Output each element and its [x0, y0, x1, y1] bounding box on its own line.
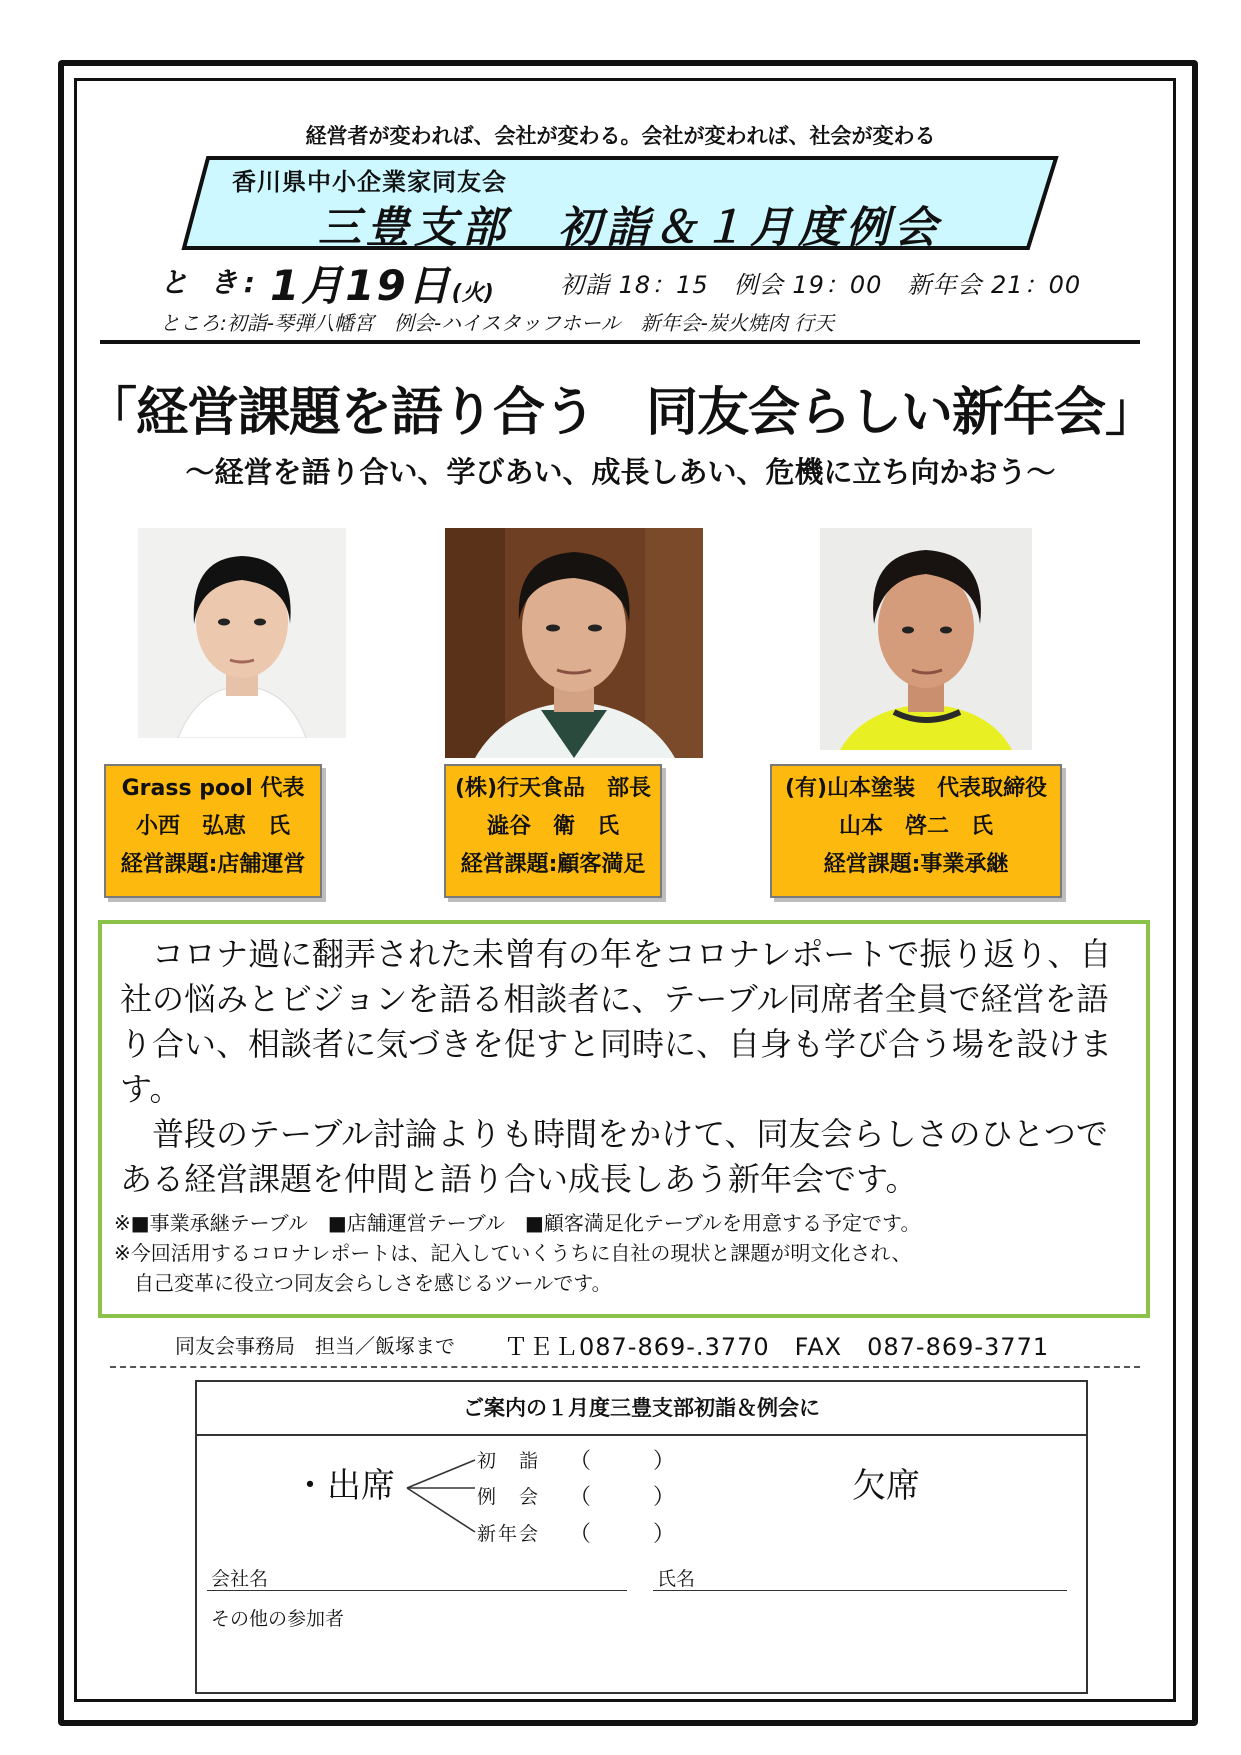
speaker-topic: 経営課題:事業承継 — [823, 852, 1009, 877]
speaker-photo-1 — [138, 528, 346, 738]
contact-office: 同友会事務局 担当／飯塚まで — [175, 1334, 455, 1358]
tagline: 経営者が変われば、会社が変わる。会社が変われば、社会が変わる — [305, 123, 936, 148]
note-line-2: ※今回活用するコロナレポートは、記入していくうちに自社の現状と課題が明文化され、 — [114, 1241, 912, 1265]
speaker-company: Grass pool 代表 — [121, 776, 305, 801]
description-paragraph-1: コロナ過に翻弄された未曾有の年をコロナレポートで振り返り、自社の悩みとビジョンを語る相談者に、テーブル同席者全員で経営を語り合い、相談者に気づきを促すと同時に、自身も学び合う場を設けます。 — [120, 935, 1113, 1108]
speaker-card-1 — [104, 764, 322, 898]
speaker-name: 小西 弘恵 氏 — [135, 814, 290, 839]
name-label: 氏名 — [657, 1568, 696, 1590]
description-paragraph-2: 普段のテーブル討論よりも時間をかけて、同友会らしさのひとつである経営課題を仲間と語り合い成長しあう新年会です。 — [120, 1115, 1108, 1198]
name-field[interactable] — [653, 1590, 1067, 1591]
date-day: 1月19日 — [270, 261, 452, 310]
cut-line — [110, 1366, 1140, 1368]
option-hatsumode[interactable]: 初 詣 — [477, 1450, 541, 1472]
speaker-card-3 — [770, 764, 1062, 898]
speaker-name: 山本 啓二 氏 — [838, 814, 993, 839]
speaker-photo-2 — [445, 528, 703, 758]
note-line-1: ※■事業承継テーブル ■店舗運営テーブル ■顧客満足化テーブルを用意する予定です。 — [114, 1211, 921, 1235]
divider-rule — [100, 340, 1140, 344]
form-heading: ご案内の１月度三豊支部初詣＆例会に — [197, 1382, 1086, 1436]
speaker-topic: 経営課題:店舗運営 — [120, 852, 306, 877]
reply-form — [195, 1380, 1088, 1694]
date-main — [270, 253, 494, 313]
venue: ところ:初詣-琴弾八幡宮 例会-ハイスタッフホール 新年会-炭火焼肉 行天 — [160, 311, 835, 335]
contact-tel-fax: ＴＥＬ087-869-.3770 FAX 087-869-3771 — [504, 1333, 1050, 1361]
speaker-name: 澁谷 衛 氏 — [486, 814, 619, 839]
event-title: 三豊支部 初詣＆１月度例会 — [318, 203, 942, 253]
org-name: 香川県中小企業家同友会 — [232, 168, 507, 196]
speaker-company: (株)行天食品 部長 — [454, 776, 652, 801]
date-row — [160, 257, 1120, 310]
date-times: 初詣 18：15 例会 19：00 新年会 21：00 — [560, 271, 1082, 299]
paren-reikai[interactable]: （ ） — [569, 1485, 696, 1510]
note-line-3: 自己変革に役立つ同友会らしさを感じるツールです。 — [114, 1271, 612, 1295]
paren-shinnenkai[interactable]: （ ） — [569, 1522, 696, 1547]
paren-hatsumode[interactable]: （ ） — [569, 1449, 696, 1474]
subheadline: ～経営を語り合い、学びあい、成長しあい、危機に立ち向かおう～ — [185, 455, 1056, 489]
attend-option[interactable]: ・出席 — [293, 1466, 395, 1506]
option-shinnenkai[interactable]: 新年会 — [477, 1523, 541, 1545]
branch-lines — [405, 1448, 485, 1538]
headline: 「経営課題を語り合う 同友会らしい新年会」 — [84, 382, 1156, 443]
speaker-photo-3 — [820, 528, 1032, 750]
date-label: と き: — [160, 266, 261, 299]
description-box — [98, 920, 1150, 1318]
speaker-card-2 — [444, 764, 662, 898]
speaker-topic: 経営課題:顧客満足 — [460, 852, 646, 877]
speaker-company: (有)山本塗装 代表取締役 — [784, 776, 1048, 801]
absent-option[interactable]: 欠席 — [852, 1466, 920, 1506]
others-label: その他の参加者 — [211, 1608, 345, 1630]
date-weekday: (火) — [451, 281, 494, 306]
company-label: 会社名 — [211, 1568, 269, 1590]
option-reikai[interactable]: 例 会 — [477, 1486, 541, 1508]
company-field[interactable] — [207, 1590, 627, 1591]
